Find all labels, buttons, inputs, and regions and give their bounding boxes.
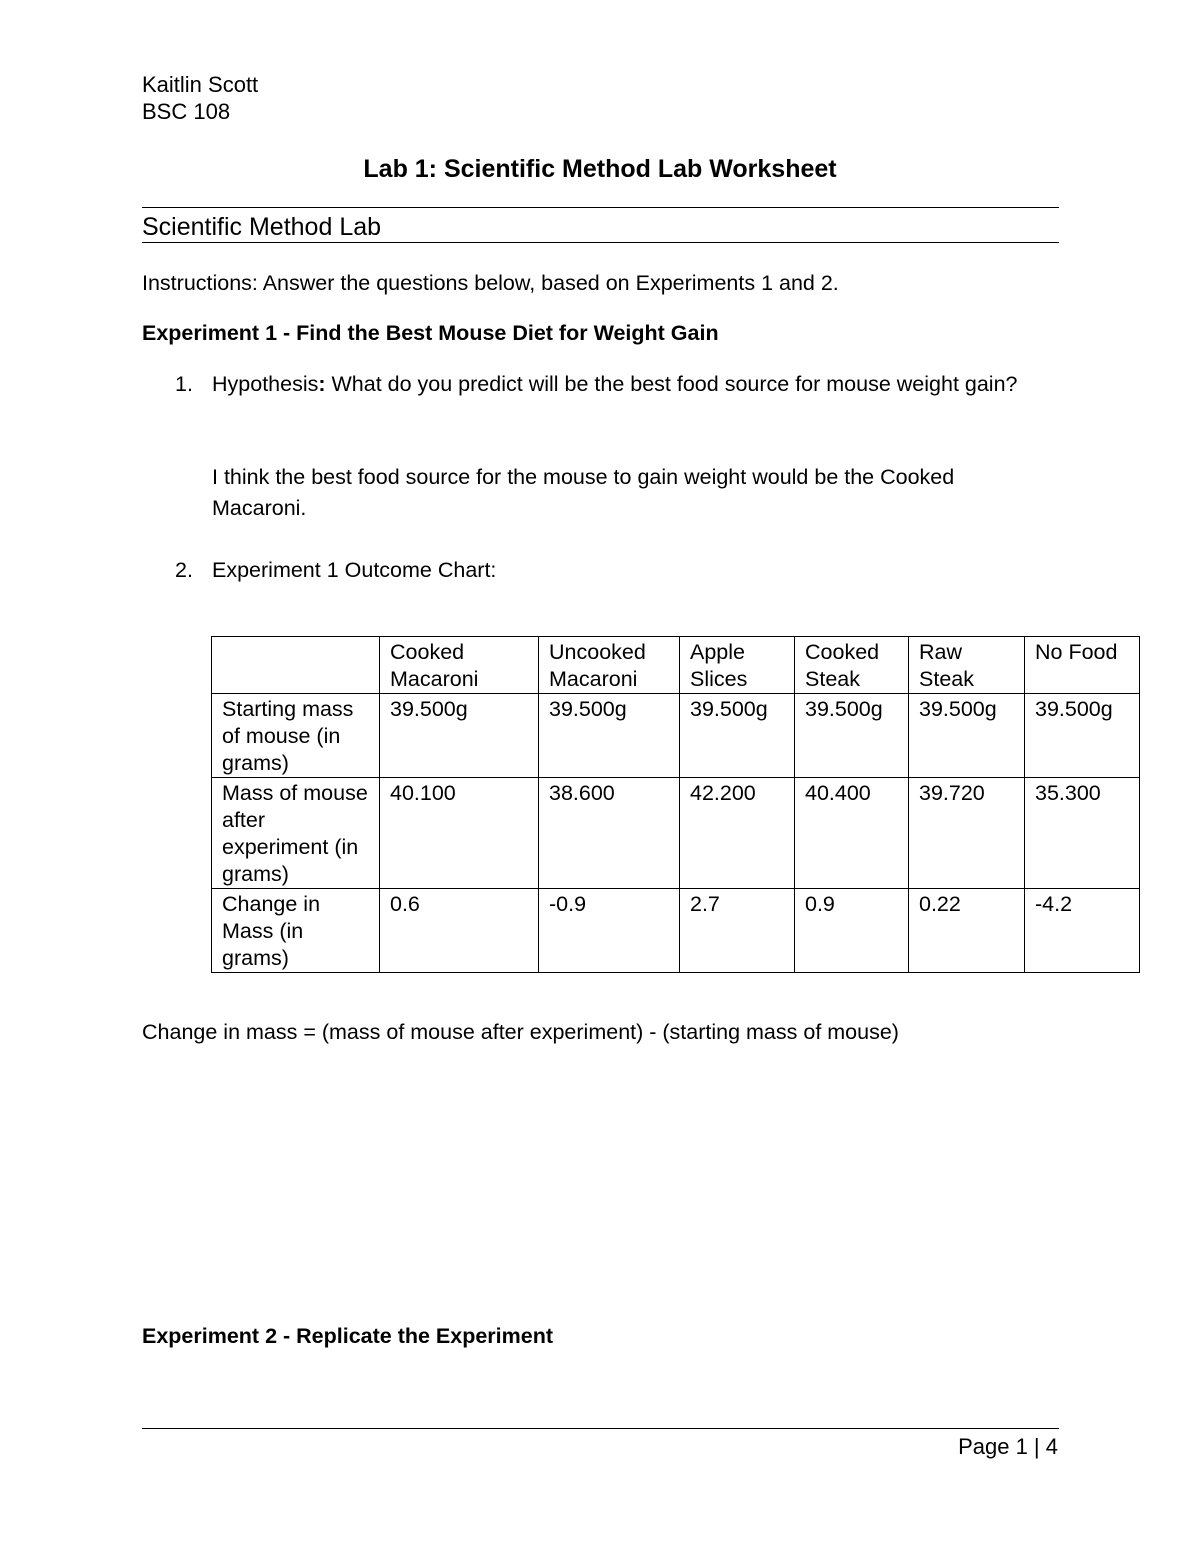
table-cell: 39.720 <box>909 778 1025 889</box>
table-cell: 0.22 <box>909 889 1025 973</box>
section-heading: Scientific Method Lab <box>142 213 382 241</box>
table-row-label: Starting mass of mouse (in grams) <box>212 694 380 778</box>
table-header-cell: Raw Steak <box>909 637 1025 694</box>
table-header-row <box>212 637 1140 694</box>
table-row <box>212 694 1140 778</box>
table-cell: 39.500g <box>909 694 1025 778</box>
experiment1-heading: Experiment 1 - Find the Best Mouse Diet for Weight Gain <box>142 321 719 345</box>
table-row <box>212 889 1140 973</box>
table-cell: 39.500g <box>680 694 795 778</box>
footer-rule <box>142 1428 1059 1429</box>
author-name: Kaitlin Scott <box>142 72 259 97</box>
table-header-cell: Cooked Macaroni <box>380 637 539 694</box>
table-header-cell: No Food <box>1025 637 1140 694</box>
question2-number: 2. <box>175 558 193 582</box>
table-cell: 39.500g <box>380 694 539 778</box>
question1-text: What do you predict will be the best food source for mouse weight gain? <box>325 372 1018 396</box>
table-cell: 39.500g <box>795 694 909 778</box>
table-cell: 42.200 <box>680 778 795 889</box>
table-cell: 35.300 <box>1025 778 1140 889</box>
table-cell: 0.6 <box>380 889 539 973</box>
table-cell: 38.600 <box>539 778 680 889</box>
question1 <box>212 369 1052 400</box>
table-header-cell: Apple Slices <box>680 637 795 694</box>
table-header-cell <box>212 637 380 694</box>
table-cell: 39.500g <box>539 694 680 778</box>
outcome-table <box>211 636 1140 973</box>
table-header-cell: Uncooked Macaroni <box>539 637 680 694</box>
question1-number: 1. <box>175 372 193 396</box>
table-header-cell: Cooked Steak <box>795 637 909 694</box>
table-row <box>212 778 1140 889</box>
table-cell: 0.9 <box>795 889 909 973</box>
table-cell: 40.100 <box>380 778 539 889</box>
table-cell: -4.2 <box>1025 889 1140 973</box>
course-code: BSC 108 <box>142 99 231 124</box>
question2-text: Experiment 1 Outcome Chart: <box>212 558 497 582</box>
experiment2-heading: Experiment 2 - Replicate the Experiment <box>142 1324 554 1348</box>
table-cell: 39.500g <box>1025 694 1140 778</box>
table-cell: -0.9 <box>539 889 680 973</box>
table-cell: 2.7 <box>680 889 795 973</box>
table-cell: 40.400 <box>795 778 909 889</box>
document-title: Lab 1: Scientific Method Lab Worksheet <box>363 155 837 183</box>
page-number: Page 1 | 4 <box>958 1434 1058 1459</box>
table-row-label: Mass of mouse after experiment (in grams) <box>212 778 380 889</box>
question1-answer: I think the best food source for the mouse to gain weight would be the Cooked Macaroni. <box>212 465 955 520</box>
question1-label: Hypothesis <box>212 372 319 396</box>
section-rule-bottom <box>142 242 1059 243</box>
table-row-label: Change in Mass (in grams) <box>212 889 380 973</box>
instructions-text: Instructions: Answer the questions below, based on Experiments 1 and 2. <box>142 271 839 295</box>
change-in-mass-formula: Change in mass = (mass of mouse after experiment) - (starting mass of mouse) <box>142 1020 899 1044</box>
section-rule-top <box>142 207 1059 208</box>
question1-colon: : <box>318 372 326 396</box>
